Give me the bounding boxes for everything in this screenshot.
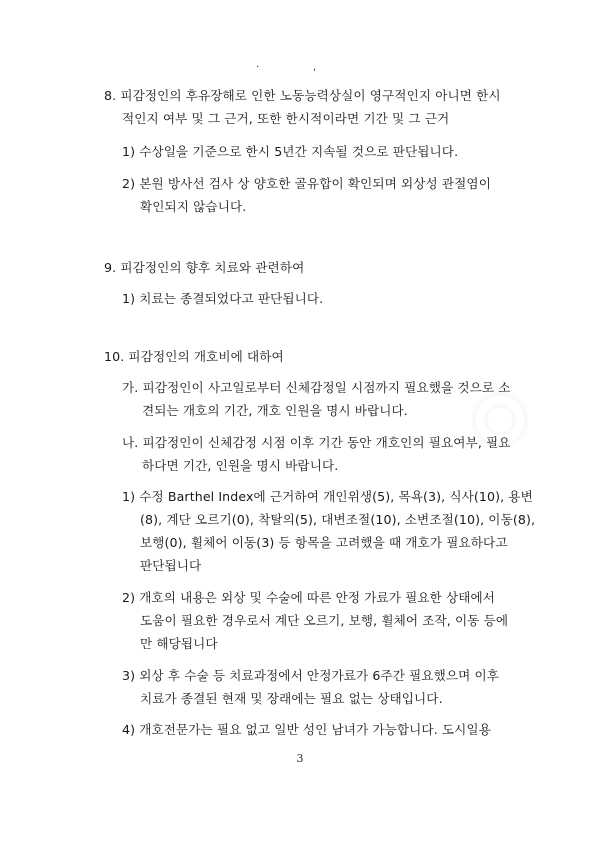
section-10-item-2-line-2: 도움이 필요한 경우로서 계단 오르기, 보행, 휠체어 조작, 이동 등에 — [140, 613, 509, 628]
section-10-item-3-line-1: 3) 외상 후 수술 등 치료과정에서 안정가료가 6주간 필요했으며 이후 — [122, 668, 500, 683]
section-10-subitem-na-line-2: 하다면 기간, 인원을 명시 바랍니다. — [142, 458, 339, 473]
section-10-item-1-line-1: 1) 수정 Barthel Index에 근거하여 개인위생(5), 목욕(3), 식사(10), 용변 — [122, 489, 533, 504]
section-9-heading: 9. 피감정인의 향후 치료와 관련하여 — [104, 260, 305, 275]
section-10-item-1-line-3: 보행(0), 휠체어 이동(3) 등 항목을 고려했을 때 개호가 필요하다고 — [140, 535, 508, 550]
section-8-item-2-line-1: 2) 본원 방사선 검사 상 양호한 골유합이 확인되며 외상성 관절염이 — [122, 176, 491, 191]
page-number: 3 — [296, 752, 304, 765]
section-8-heading-line-2: 적인지 여부 및 그 근거, 또한 한시적이라면 기간 및 그 근거 — [122, 111, 450, 126]
watermark-seal-icon — [470, 380, 530, 460]
section-10-subitem-ga-line-1: 가. 피감정인이 사고일로부터 신체감정일 시점까지 필요했을 것으로 소 — [122, 380, 511, 395]
section-10-subitem-na-line-1: 나. 피감정인이 신체감정 시점 이후 기간 동안 개호인의 필요여부, 필요 — [122, 435, 511, 450]
section-10-heading: 10. 피감정인의 개호비에 대하여 — [104, 349, 284, 364]
section-10-item-4-line-1: 4) 개호전문가는 필요 없고 일반 성인 남녀가 가능합니다. 도시일용 — [122, 722, 491, 737]
section-9-item-1: 1) 치료는 종결되었다고 판단됩니다. — [122, 291, 324, 306]
section-8-item-1: 1) 수상일을 기준으로 한시 5년간 지속될 것으로 판단됩니다. — [122, 144, 459, 159]
section-10-item-3-line-2: 치료가 종결된 현재 및 장래에는 필요 없는 상태입니다. — [140, 691, 443, 706]
section-10-item-2-line-3: 만 해당됩니다 — [140, 636, 218, 651]
scan-mark-right: , — [313, 62, 317, 73]
section-10-item-2-line-1: 2) 개호의 내용은 외상 및 수술에 따른 안정 가료가 필요한 상태에서 — [122, 590, 496, 605]
scan-mark-left: · — [256, 62, 260, 73]
section-8-heading-line-1: 8. 피감정인의 후유장해로 인한 노동능력상실이 영구적인지 아니면 한시 — [104, 88, 501, 103]
section-10-subitem-ga-line-2: 견되는 개호의 기간, 개호 인원을 명시 바랍니다. — [142, 403, 408, 418]
section-10-item-1-line-2: (8), 계단 오르기(0), 착탈의(5), 대변조절(10), 소변조절(10), 이동(8), — [140, 512, 536, 527]
section-8-item-2-line-2: 확인되지 않습니다. — [140, 199, 247, 214]
section-10-item-1-line-4: 판단됩니다 — [140, 558, 202, 573]
